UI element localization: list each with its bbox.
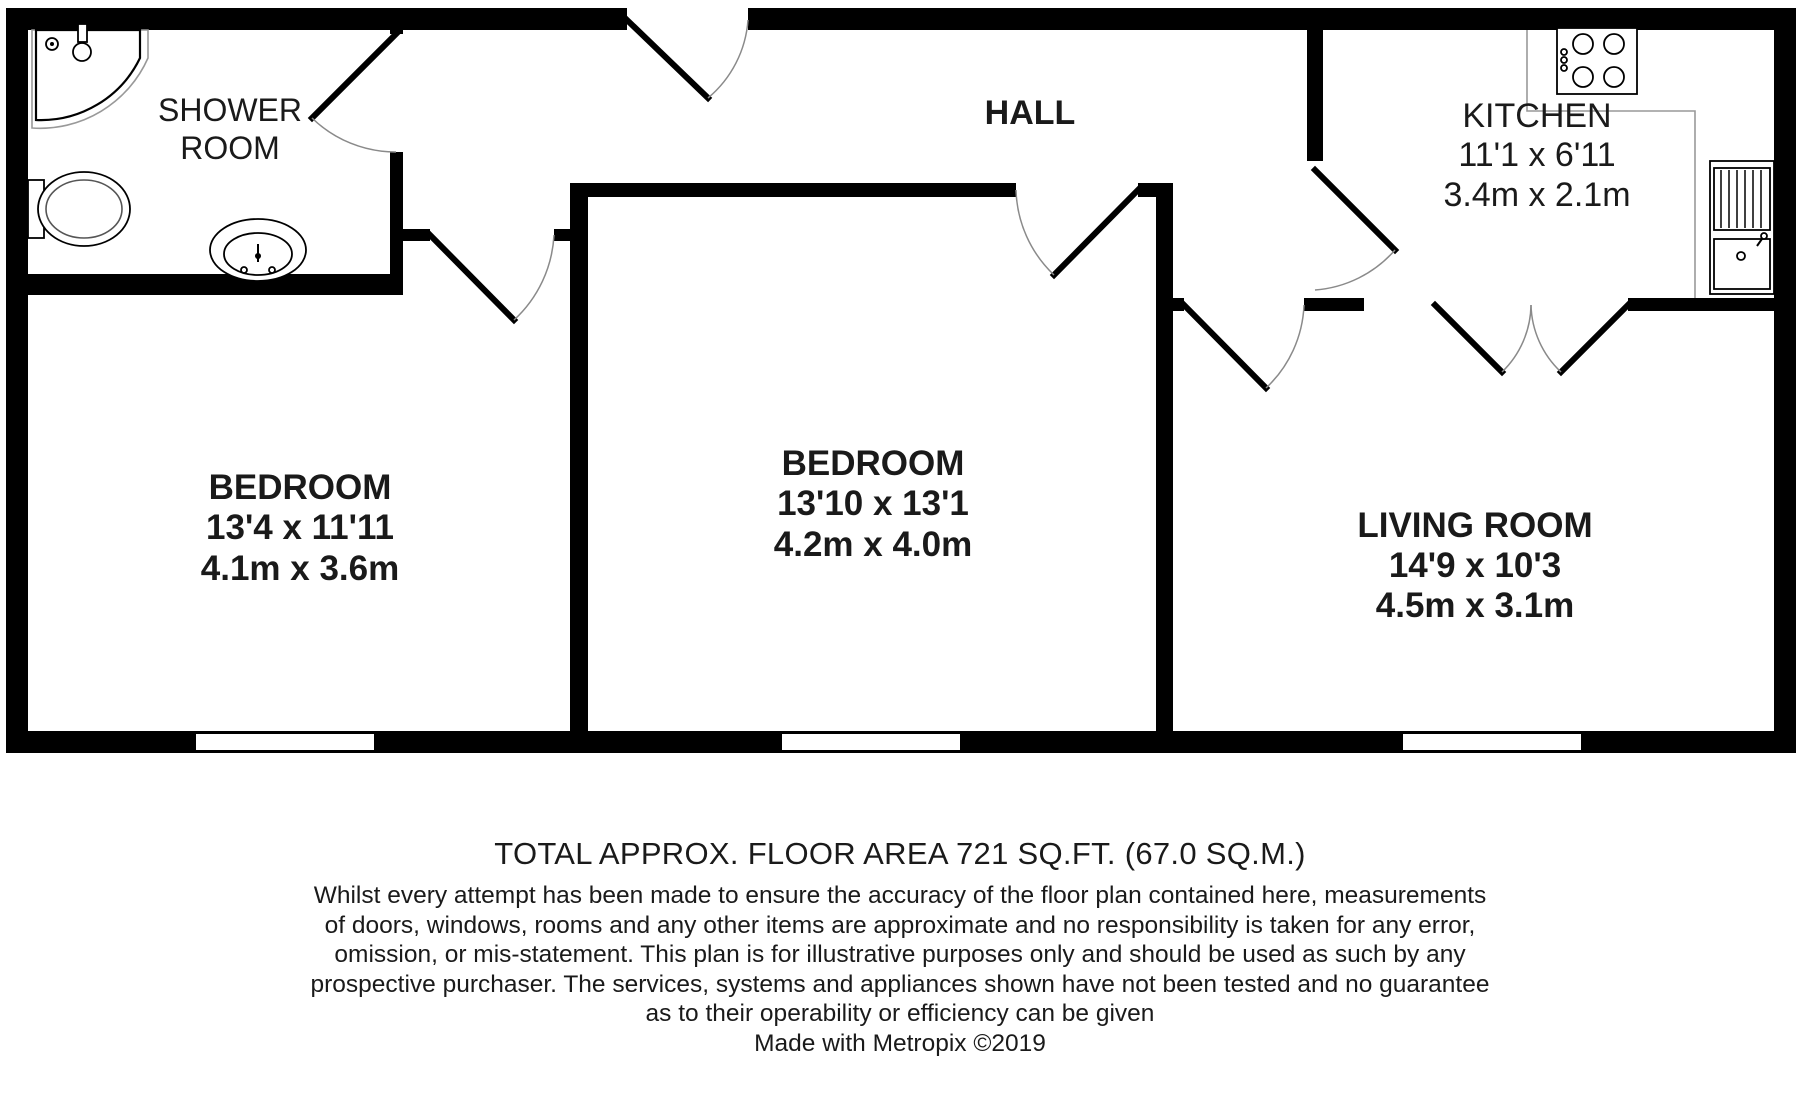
bedroom-2-dimensions-metric: 4.2m x 4.0m [773,525,973,564]
disclaimer [0,881,1800,1029]
bedroom-2-name: BEDROOM [781,444,965,483]
hall-label: HALL [984,94,1076,132]
shower-room-label-line2: ROOM [180,130,280,166]
label-bedroom-2 [774,444,972,564]
window-bedroom-2 [781,733,961,751]
basin-icon [210,219,306,281]
bedroom-2-dimensions-imperial: 13'10 x 13'1 [777,484,969,523]
kitchen-name: KITCHEN [1462,97,1612,135]
door-living-room [1184,305,1304,388]
door-bedroom-1 [430,235,554,320]
door-shower-room [312,34,396,152]
door-kitchen-living-double [1435,305,1628,372]
hob-icon [1557,28,1637,94]
living-room-dimensions-imperial: 14'9 x 10'3 [1388,546,1562,585]
label-kitchen [1443,97,1630,214]
door-entrance [627,20,748,98]
disclaimer-line: as to their operability or efficiency can be given [645,1000,1155,1027]
toilet-icon [28,172,130,246]
doors [312,20,1631,388]
kitchen-dimensions-metric: 3.4m x 2.1m [1443,176,1631,214]
disclaimer-line: prospective purchaser. The services, systems and appliances shown have not been tested and no guarantee [310,970,1490,998]
label-shower-room [158,92,302,166]
shower-tray-icon [32,24,148,128]
label-living-room [1357,506,1592,625]
disclaimer-line: omission, or mis-statement. This plan is for illustrative purposes only and should be used as such by any [334,941,1466,968]
kitchen-dimensions-imperial: 11'1 x 6'11 [1458,136,1616,174]
bedroom-1-dimensions-metric: 4.1m x 3.6m [200,549,400,588]
living-room-dimensions-metric: 4.5m x 3.1m [1375,586,1575,625]
label-hall [985,94,1076,132]
door-bedroom-2 [1016,190,1138,275]
door-kitchen [1315,170,1395,290]
shower-room-label-line1: SHOWER [158,92,302,128]
credit-line: Made with Metropix ©2019 [754,1030,1046,1057]
total-floor-area: TOTAL APPROX. FLOOR AREA 721 SQ.FT. (67.0 SQ.M.) [494,836,1306,871]
disclaimer-line: Whilst every attempt has been made to ensure the accuracy of the floor plan contained here, measurements [313,882,1487,909]
bedroom-1-dimensions-imperial: 13'4 x 11'11 [206,508,394,547]
window-bedroom-1 [195,733,375,751]
window-living-room [1402,733,1582,751]
living-room-name: LIVING ROOM [1357,506,1593,545]
disclaimer-line: of doors, windows, rooms and any other items are approximate and no responsibility is taken for any error, [324,911,1476,939]
bedroom-1-name: BEDROOM [208,468,392,507]
sink-icon [1710,161,1774,294]
label-bedroom-1 [201,468,399,588]
